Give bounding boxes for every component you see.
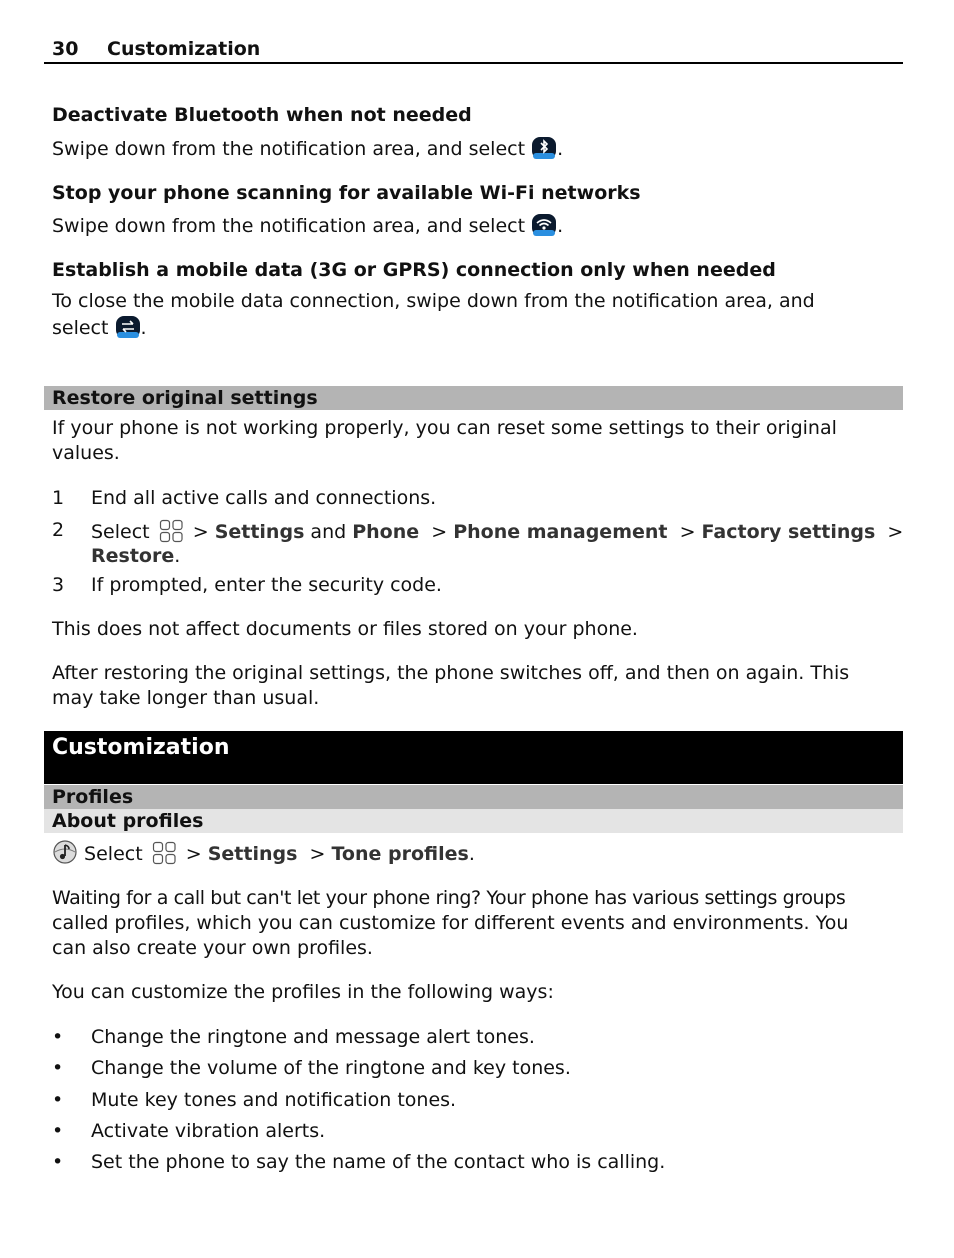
menu-grid-icon	[151, 840, 178, 866]
profiles-para-2: You can customize the profiles in the following ways:	[52, 981, 554, 1003]
bluetooth-section	[52, 103, 897, 168]
restore-intro: If your phone is not working properly, you can reset some settings to their original values.	[52, 417, 837, 464]
customization-band: Customization	[44, 731, 903, 784]
profiles-para-1: Waiting for a call but can't let your phone ring? Your phone has various settings groups called profiles, which you can customize for different events and environments. You can also create your own profiles.	[52, 887, 849, 959]
restore-note-2: After restoring the original settings, the phone switches off, and then on again. This may take longer than usual.	[52, 662, 850, 709]
wifi-icon	[531, 212, 557, 245]
wifi-instruction: Swipe down from the notification area, and select .	[52, 212, 897, 245]
header-title: Customization	[107, 38, 261, 60]
mobile-data-heading: Establish a mobile data (3G or GPRS) connection only when needed	[52, 259, 776, 281]
manual-page: 30 Customization Deactivate Bluetooth when not needed Swipe down from the notification area, and select . Stop your phone scanning for available Wi-Fi networks Swipe down from the notification area, and select . Establish a mobile data (3G or GPRS) connection only when needed To close the mobile data connection, swipe down from the notification area, and select . Restore original settings If your phone is not working properly, you can reset some settings to their original values. 1 End all active calls and connections. 2 Select > Settings and Phone > Phone management > Factory settings > Restore. 3 If prompted, enter the security code. This does not affect documents or files stored on your phone. After restoring the original settings, the phone switches off, and then on again. This may take longer than usual. Customization Profiles About profiles Select > Settings > Tone profiles. Waiting for a call but can't let your phone ring? Your phone has various settings groups called profiles, which you can customize for different events and environments. You can also create your own profiles. You can customize the profiles in the following ways: • Change the ringtone and message alert tones. • Change the volume of the ringtone and key tones. • Mute key tones and notification tones. • Activate vibration alerts. • Set the phone to say the name of the contact who is calling.	[0, 0, 954, 1258]
wifi-section	[52, 181, 897, 245]
restore-note-1: This does not affect documents or files stored on your phone.	[52, 618, 638, 640]
bluetooth-heading: Deactivate Bluetooth when not needed	[52, 104, 472, 126]
mobile-data-line1: To close the mobile data connection, swipe down from the notification area, and	[52, 290, 815, 312]
bluetooth-instruction: Swipe down from the notification area, and select .	[52, 135, 897, 168]
bluetooth-icon	[531, 135, 557, 168]
menu-grid-icon	[158, 518, 185, 544]
page-header	[44, 36, 903, 64]
about-profiles-band: About profiles	[44, 809, 903, 833]
profiles-path: Select > Settings > Tone profiles.	[52, 839, 897, 872]
restore-band: Restore original settings	[44, 386, 903, 410]
page-number: 30	[52, 38, 79, 60]
mobile-data-icon	[115, 314, 141, 347]
profiles-band: Profiles	[44, 785, 903, 809]
mobile-data-section	[52, 258, 897, 347]
mobile-data-line2: select .	[52, 314, 897, 347]
profiles-tone-icon	[52, 839, 78, 872]
wifi-heading: Stop your phone scanning for available Wi-Fi networks	[52, 182, 641, 204]
